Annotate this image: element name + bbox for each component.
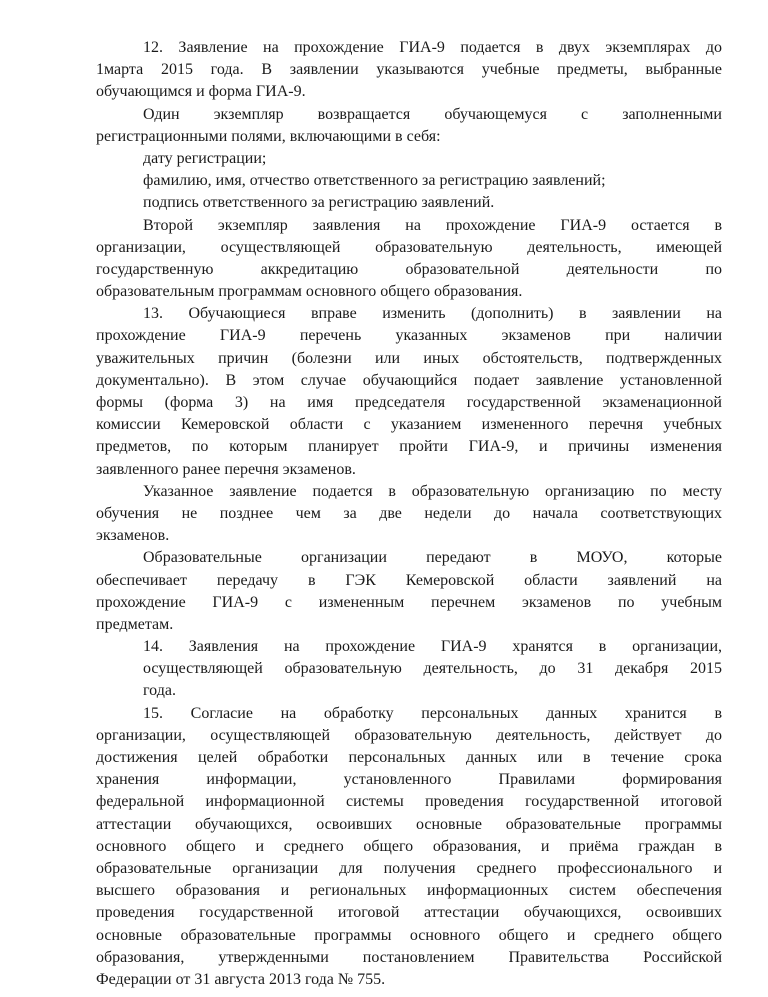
text-line: фамилию, имя, отчество ответственного за регистрацию заявлений; bbox=[143, 172, 606, 190]
text-line: достижения целей обработки персональных данных или в течение срока bbox=[96, 749, 722, 766]
text-line: формы (форма 3) на имя председателя государственной экзаменационной bbox=[96, 394, 722, 411]
text-line: экзаменов. bbox=[96, 527, 170, 545]
text-line: организации, осуществляющей образовательную деятельность, имеющей bbox=[96, 238, 722, 256]
text-line: регистрационными полями, включающими в себя: bbox=[96, 127, 441, 145]
text-line: аттестации обучающихся, освоивших основные образовательные программы bbox=[96, 815, 722, 833]
text-line: заявленного ранее перечня экзаменов. bbox=[96, 460, 356, 478]
text-line: года. bbox=[143, 682, 176, 700]
text-line: дату регистрации; bbox=[143, 149, 267, 167]
text-line: Образовательные организации передают в МОУО, которые bbox=[143, 549, 722, 567]
text-line: предметов, по которым планирует пройти ГИА-9, и причины изменения bbox=[96, 438, 722, 456]
text-line: образовательные организации для получения среднего профессионального и bbox=[96, 859, 722, 877]
text-line: прохождение ГИА-9 перечень указанных экзаменов при наличии bbox=[96, 327, 722, 345]
text-line: предметам. bbox=[96, 615, 174, 633]
text-line: образовательным программам основного общего образования. bbox=[96, 283, 523, 301]
text-line: 14. Заявления на прохождение ГИА-9 хранятся в организации, bbox=[143, 638, 722, 656]
text-line: Один экземпляр возвращается обучающемуся с заполненными bbox=[143, 105, 722, 123]
text-line: Федерации от 31 августа 2013 года № 755. bbox=[96, 970, 386, 988]
text-line: Второй экземпляр заявления на прохождение ГИА-9 остается в bbox=[143, 216, 722, 234]
text-line: основные образовательные программы основного общего и среднего общего bbox=[96, 926, 722, 944]
text-line: Указанное заявление подается в образовательную организацию по месту bbox=[143, 482, 722, 500]
text-line: проведения государственной итоговой аттестации обучающихся, освоивших bbox=[96, 904, 722, 922]
text-line: обучающимся и форма ГИА-9. bbox=[96, 83, 306, 101]
text-line: 15. Согласие на обработку персональных данных хранится в bbox=[143, 704, 722, 722]
text-line: хранения информации, установленного Правилами формирования bbox=[96, 771, 722, 789]
text-line: 1марта 2015 года. В заявлении указываются учебные предметы, выбранные bbox=[96, 61, 722, 79]
text-line: обеспечивает передачу в ГЭК Кемеровской области заявлений на bbox=[96, 571, 722, 589]
text-line: 13. Обучающиеся вправе изменить (дополнить) в заявлении на bbox=[143, 305, 722, 323]
text-line: основного общего и среднего общего образования, и приёма граждан в bbox=[96, 837, 722, 855]
text-line: комиссии Кемеровской области с указанием измененного перечня учебных bbox=[96, 416, 722, 434]
text-line: высшего образования и региональных информационных систем обеспечения bbox=[96, 882, 722, 900]
text-line: организации, осуществляющей образовательную деятельность, действует до bbox=[96, 726, 722, 744]
text-line: 12. Заявление на прохождение ГИА-9 подается в двух экземплярах до bbox=[143, 39, 722, 56]
text-line: федеральной информационной системы проведения государственной итоговой bbox=[96, 793, 722, 811]
text-line: государственную аккредитацию образовательной деятельности по bbox=[96, 260, 722, 278]
text-line: осуществляющей образовательную деятельность, до 31 декабря 2015 bbox=[143, 660, 722, 678]
document-page bbox=[96, 37, 722, 991]
text-line: прохождение ГИА-9 с измененным перечнем экзаменов по учебным bbox=[96, 593, 722, 611]
text-line: подпись ответственного за регистрацию заявлений. bbox=[143, 194, 495, 212]
text-line: обучения не позднее чем за две недели до начала соответствующих bbox=[96, 504, 722, 522]
text-line: образования, утвержденными постановлением Правительства Российской bbox=[96, 948, 722, 966]
text-line: уважительных причин (болезни или иных обстоятельств, подтвержденных bbox=[96, 349, 722, 367]
text-line: документально). В этом случае обучающийся подает заявление установленной bbox=[96, 371, 722, 389]
